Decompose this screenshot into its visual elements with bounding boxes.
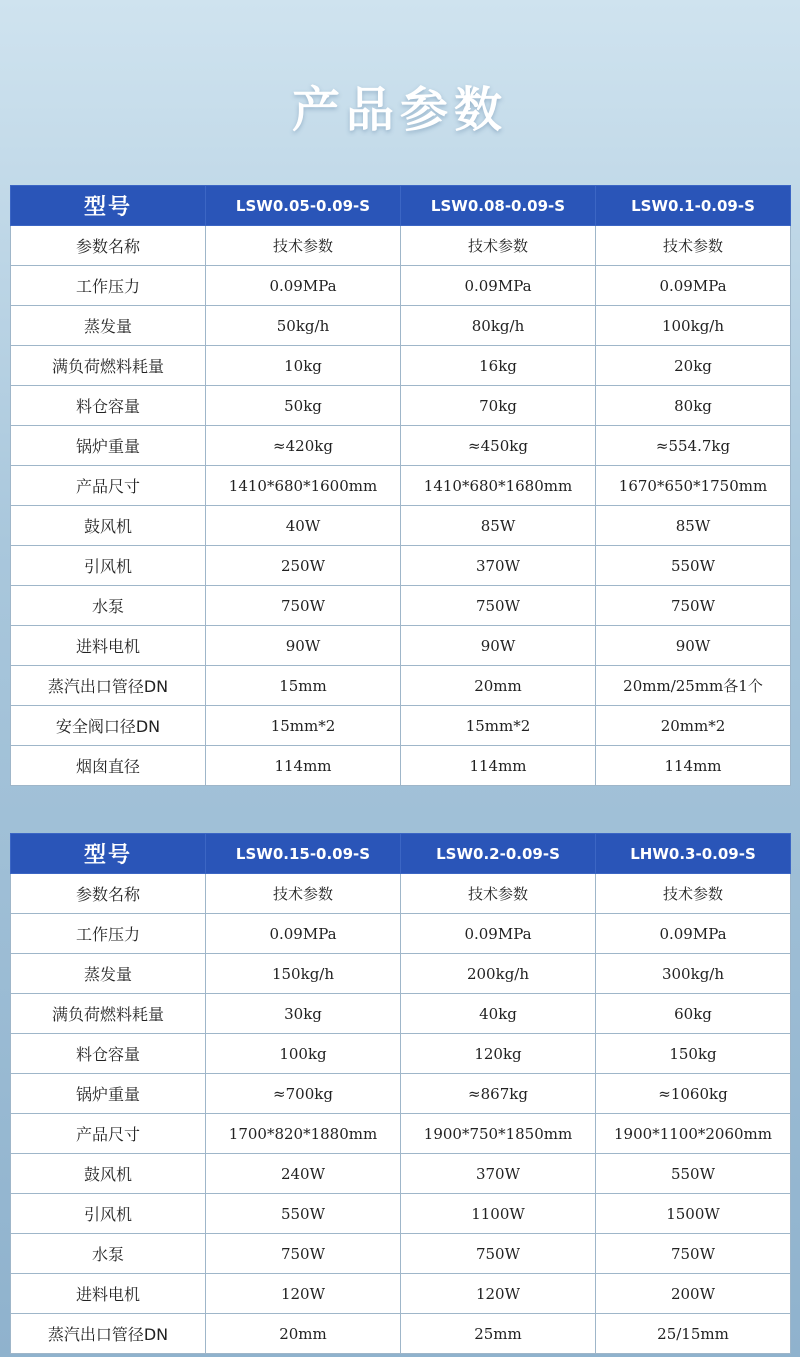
- param-value: 90W: [401, 626, 596, 666]
- param-value: 技术参数: [596, 226, 791, 266]
- param-value: 20kg: [596, 346, 791, 386]
- param-value: 技术参数: [401, 226, 596, 266]
- param-value: 120W: [206, 1274, 401, 1314]
- param-value: 1900*1100*2060mm: [596, 1114, 791, 1154]
- param-value: 15mm: [206, 666, 401, 706]
- param-value: 1900*750*1850mm: [401, 1114, 596, 1154]
- table-row: [11, 266, 791, 306]
- param-label: 鼓风机: [11, 1154, 206, 1194]
- param-value: 15mm*2: [401, 706, 596, 746]
- param-value: 370W: [401, 1154, 596, 1194]
- spec-table-2: [10, 833, 791, 1354]
- param-label: 工作压力: [11, 266, 206, 306]
- param-label: 安全阀口径DN: [11, 706, 206, 746]
- param-value: 250W: [206, 546, 401, 586]
- param-value: 技术参数: [206, 226, 401, 266]
- table-header-row: [11, 186, 791, 226]
- param-label: 进料电机: [11, 626, 206, 666]
- param-label: 工作压力: [11, 914, 206, 954]
- table-row: [11, 1074, 791, 1114]
- param-value: 0.09MPa: [596, 266, 791, 306]
- param-value: 300kg/h: [596, 954, 791, 994]
- param-value: 550W: [596, 1154, 791, 1194]
- param-value: 技术参数: [596, 874, 791, 914]
- param-value: 85W: [596, 506, 791, 546]
- table-row: [11, 1274, 791, 1314]
- param-value: 50kg: [206, 386, 401, 426]
- param-value: 1410*680*1680mm: [401, 466, 596, 506]
- param-value: 370W: [401, 546, 596, 586]
- table-row: [11, 306, 791, 346]
- table-row: [11, 1154, 791, 1194]
- param-value: 25mm: [401, 1314, 596, 1354]
- param-value: 1100W: [401, 1194, 596, 1234]
- table-row: [11, 506, 791, 546]
- param-label: 引风机: [11, 1194, 206, 1234]
- table-row: [11, 346, 791, 386]
- param-value: 技术参数: [401, 874, 596, 914]
- param-value: 20mm: [401, 666, 596, 706]
- param-value: 750W: [596, 586, 791, 626]
- table-row: [11, 914, 791, 954]
- param-value: 200kg/h: [401, 954, 596, 994]
- param-value: 100kg: [206, 1034, 401, 1074]
- param-value: 120kg: [401, 1034, 596, 1074]
- table-row: [11, 746, 791, 786]
- param-value: 技术参数: [206, 874, 401, 914]
- param-value: 114mm: [401, 746, 596, 786]
- param-value: 70kg: [401, 386, 596, 426]
- param-value: 200W: [596, 1274, 791, 1314]
- param-label: 锅炉重量: [11, 1074, 206, 1114]
- param-label: 锅炉重量: [11, 426, 206, 466]
- param-value: 16kg: [401, 346, 596, 386]
- param-label: 蒸汽出口管径DN: [11, 1314, 206, 1354]
- param-value: 1500W: [596, 1194, 791, 1234]
- param-value: 750W: [206, 1234, 401, 1274]
- param-value: 80kg/h: [401, 306, 596, 346]
- param-value: 1670*650*1750mm: [596, 466, 791, 506]
- table-row: [11, 546, 791, 586]
- param-value: 20mm: [206, 1314, 401, 1354]
- param-label: 蒸发量: [11, 306, 206, 346]
- param-value: 550W: [596, 546, 791, 586]
- param-value: 30kg: [206, 994, 401, 1034]
- model-name-header: LSW0.15-0.09-S: [206, 834, 401, 874]
- param-value: 0.09MPa: [206, 914, 401, 954]
- param-value: 750W: [401, 586, 596, 626]
- param-label: 蒸发量: [11, 954, 206, 994]
- param-value: 85W: [401, 506, 596, 546]
- table-row: [11, 1314, 791, 1354]
- model-name-header: LSW0.05-0.09-S: [206, 186, 401, 226]
- param-value: 0.09MPa: [206, 266, 401, 306]
- table-row: [11, 706, 791, 746]
- param-value: ≈554.7kg: [596, 426, 791, 466]
- table-row: [11, 1234, 791, 1274]
- param-value: 20mm*2: [596, 706, 791, 746]
- param-value: 114mm: [206, 746, 401, 786]
- spec-table-1: [10, 185, 791, 786]
- param-value: 0.09MPa: [401, 914, 596, 954]
- param-value: 80kg: [596, 386, 791, 426]
- param-label: 满负荷燃料耗量: [11, 346, 206, 386]
- table-row: [11, 874, 791, 914]
- param-value: 90W: [596, 626, 791, 666]
- param-value: 60kg: [596, 994, 791, 1034]
- param-label: 蒸汽出口管径DN: [11, 666, 206, 706]
- param-label: 料仓容量: [11, 386, 206, 426]
- param-value: 550W: [206, 1194, 401, 1234]
- param-value: 20mm/25mm各1个: [596, 666, 791, 706]
- table-row: [11, 994, 791, 1034]
- table-row: [11, 226, 791, 266]
- table-row: [11, 626, 791, 666]
- param-value: 1410*680*1600mm: [206, 466, 401, 506]
- param-value: 50kg/h: [206, 306, 401, 346]
- model-name-header: LSW0.08-0.09-S: [401, 186, 596, 226]
- table-row: [11, 386, 791, 426]
- param-value: 25/15mm: [596, 1314, 791, 1354]
- param-label: 产品尺寸: [11, 1114, 206, 1154]
- model-name-header: LSW0.1-0.09-S: [596, 186, 791, 226]
- param-value: ≈700kg: [206, 1074, 401, 1114]
- param-value: 0.09MPa: [401, 266, 596, 306]
- param-value: 10kg: [206, 346, 401, 386]
- param-label: 料仓容量: [11, 1034, 206, 1074]
- param-label: 产品尺寸: [11, 466, 206, 506]
- param-value: ≈420kg: [206, 426, 401, 466]
- param-value: 150kg/h: [206, 954, 401, 994]
- model-header-label: 型号: [11, 834, 206, 874]
- param-label: 引风机: [11, 546, 206, 586]
- model-name-header: LHW0.3-0.09-S: [596, 834, 791, 874]
- param-label: 参数名称: [11, 874, 206, 914]
- param-value: 40W: [206, 506, 401, 546]
- param-value: 240W: [206, 1154, 401, 1194]
- param-label: 进料电机: [11, 1274, 206, 1314]
- param-value: ≈1060kg: [596, 1074, 791, 1114]
- table-header-row: [11, 834, 791, 874]
- param-value: 40kg: [401, 994, 596, 1034]
- param-value: 90W: [206, 626, 401, 666]
- param-value: 750W: [206, 586, 401, 626]
- param-label: 水泵: [11, 1234, 206, 1274]
- param-value: 15mm*2: [206, 706, 401, 746]
- table-row: [11, 666, 791, 706]
- param-value: 1700*820*1880mm: [206, 1114, 401, 1154]
- model-name-header: LSW0.2-0.09-S: [401, 834, 596, 874]
- param-value: 120W: [401, 1274, 596, 1314]
- table-row: [11, 1114, 791, 1154]
- param-label: 水泵: [11, 586, 206, 626]
- table-row: [11, 1034, 791, 1074]
- param-label: 烟囱直径: [11, 746, 206, 786]
- param-value: 150kg: [596, 1034, 791, 1074]
- param-label: 鼓风机: [11, 506, 206, 546]
- page-title: 产品参数: [291, 82, 508, 138]
- param-value: 750W: [401, 1234, 596, 1274]
- table-row: [11, 954, 791, 994]
- param-value: 114mm: [596, 746, 791, 786]
- table-row: [11, 426, 791, 466]
- param-value: 750W: [596, 1234, 791, 1274]
- param-value: 0.09MPa: [596, 914, 791, 954]
- table-row: [11, 1194, 791, 1234]
- table-row: [11, 466, 791, 506]
- param-label: 参数名称: [11, 226, 206, 266]
- param-label: 满负荷燃料耗量: [11, 994, 206, 1034]
- model-header-label: 型号: [11, 186, 206, 226]
- param-value: ≈450kg: [401, 426, 596, 466]
- param-value: ≈867kg: [401, 1074, 596, 1114]
- table-row: [11, 586, 791, 626]
- param-value: 100kg/h: [596, 306, 791, 346]
